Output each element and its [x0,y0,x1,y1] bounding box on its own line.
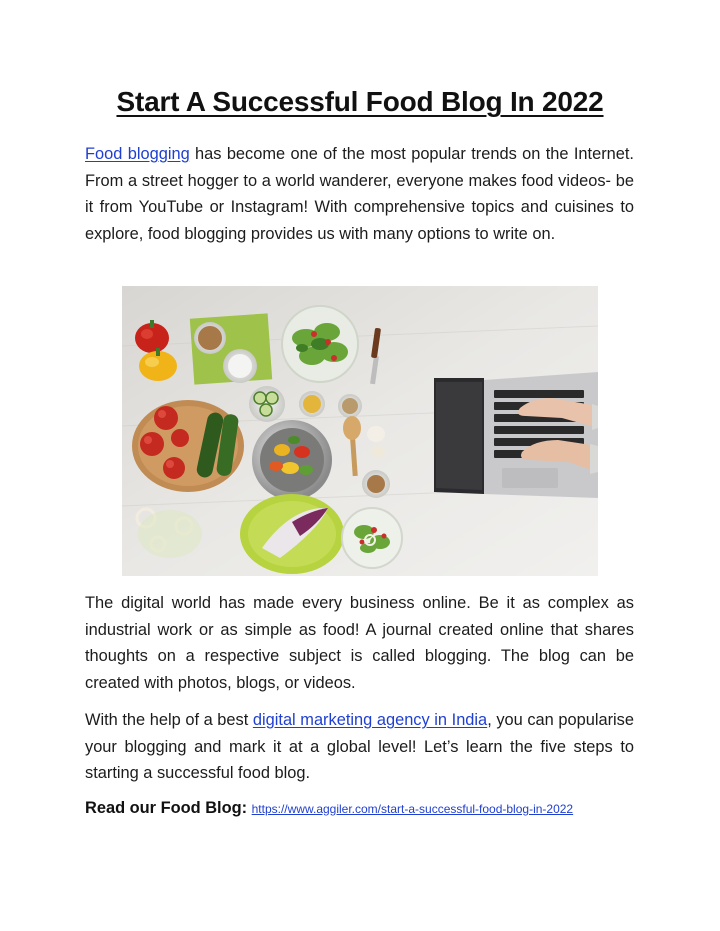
intro-paragraph [85,141,634,247]
read-more-line [85,799,645,818]
food-blogging-link[interactable]: Food blogging [85,145,190,163]
food-blog-photo [122,286,598,576]
read-more-separator: : [241,799,252,817]
read-more-label: Read our Food Blog [85,799,242,817]
marketing-text-after: , you can popularise your blogging and mark it at a global level! Let’s learn the five steps to starting a successful food blog. [85,711,634,783]
intro-text: has become one of the most popular trends on the Internet. From a street hogger to a world wanderer, everyone makes food videos- be it from YouTube or Instagram! With comprehensive topics and cuisines to explore, food blogging provides us with many options to write on. [85,145,634,243]
food-blog-url-link[interactable]: https://www.aggiler.com/start-a-successful-food-blog-in-2022 [251,802,574,816]
marketing-text-before: With the help of a best [85,711,253,729]
digital-world-paragraph: The digital world has made every business online. Be it as complex as industrial work or as simple as food! A journal created online that shares thoughts on a respective subject is called blogging. The blog can be created with photos, blogs, or videos. [85,594,634,692]
digital-marketing-agency-link[interactable]: digital marketing agency in India [252,711,488,729]
marketing-paragraph [85,707,634,787]
laptop [434,372,598,498]
page-title: Start A Successful Food Blog In 2022 [116,86,604,117]
